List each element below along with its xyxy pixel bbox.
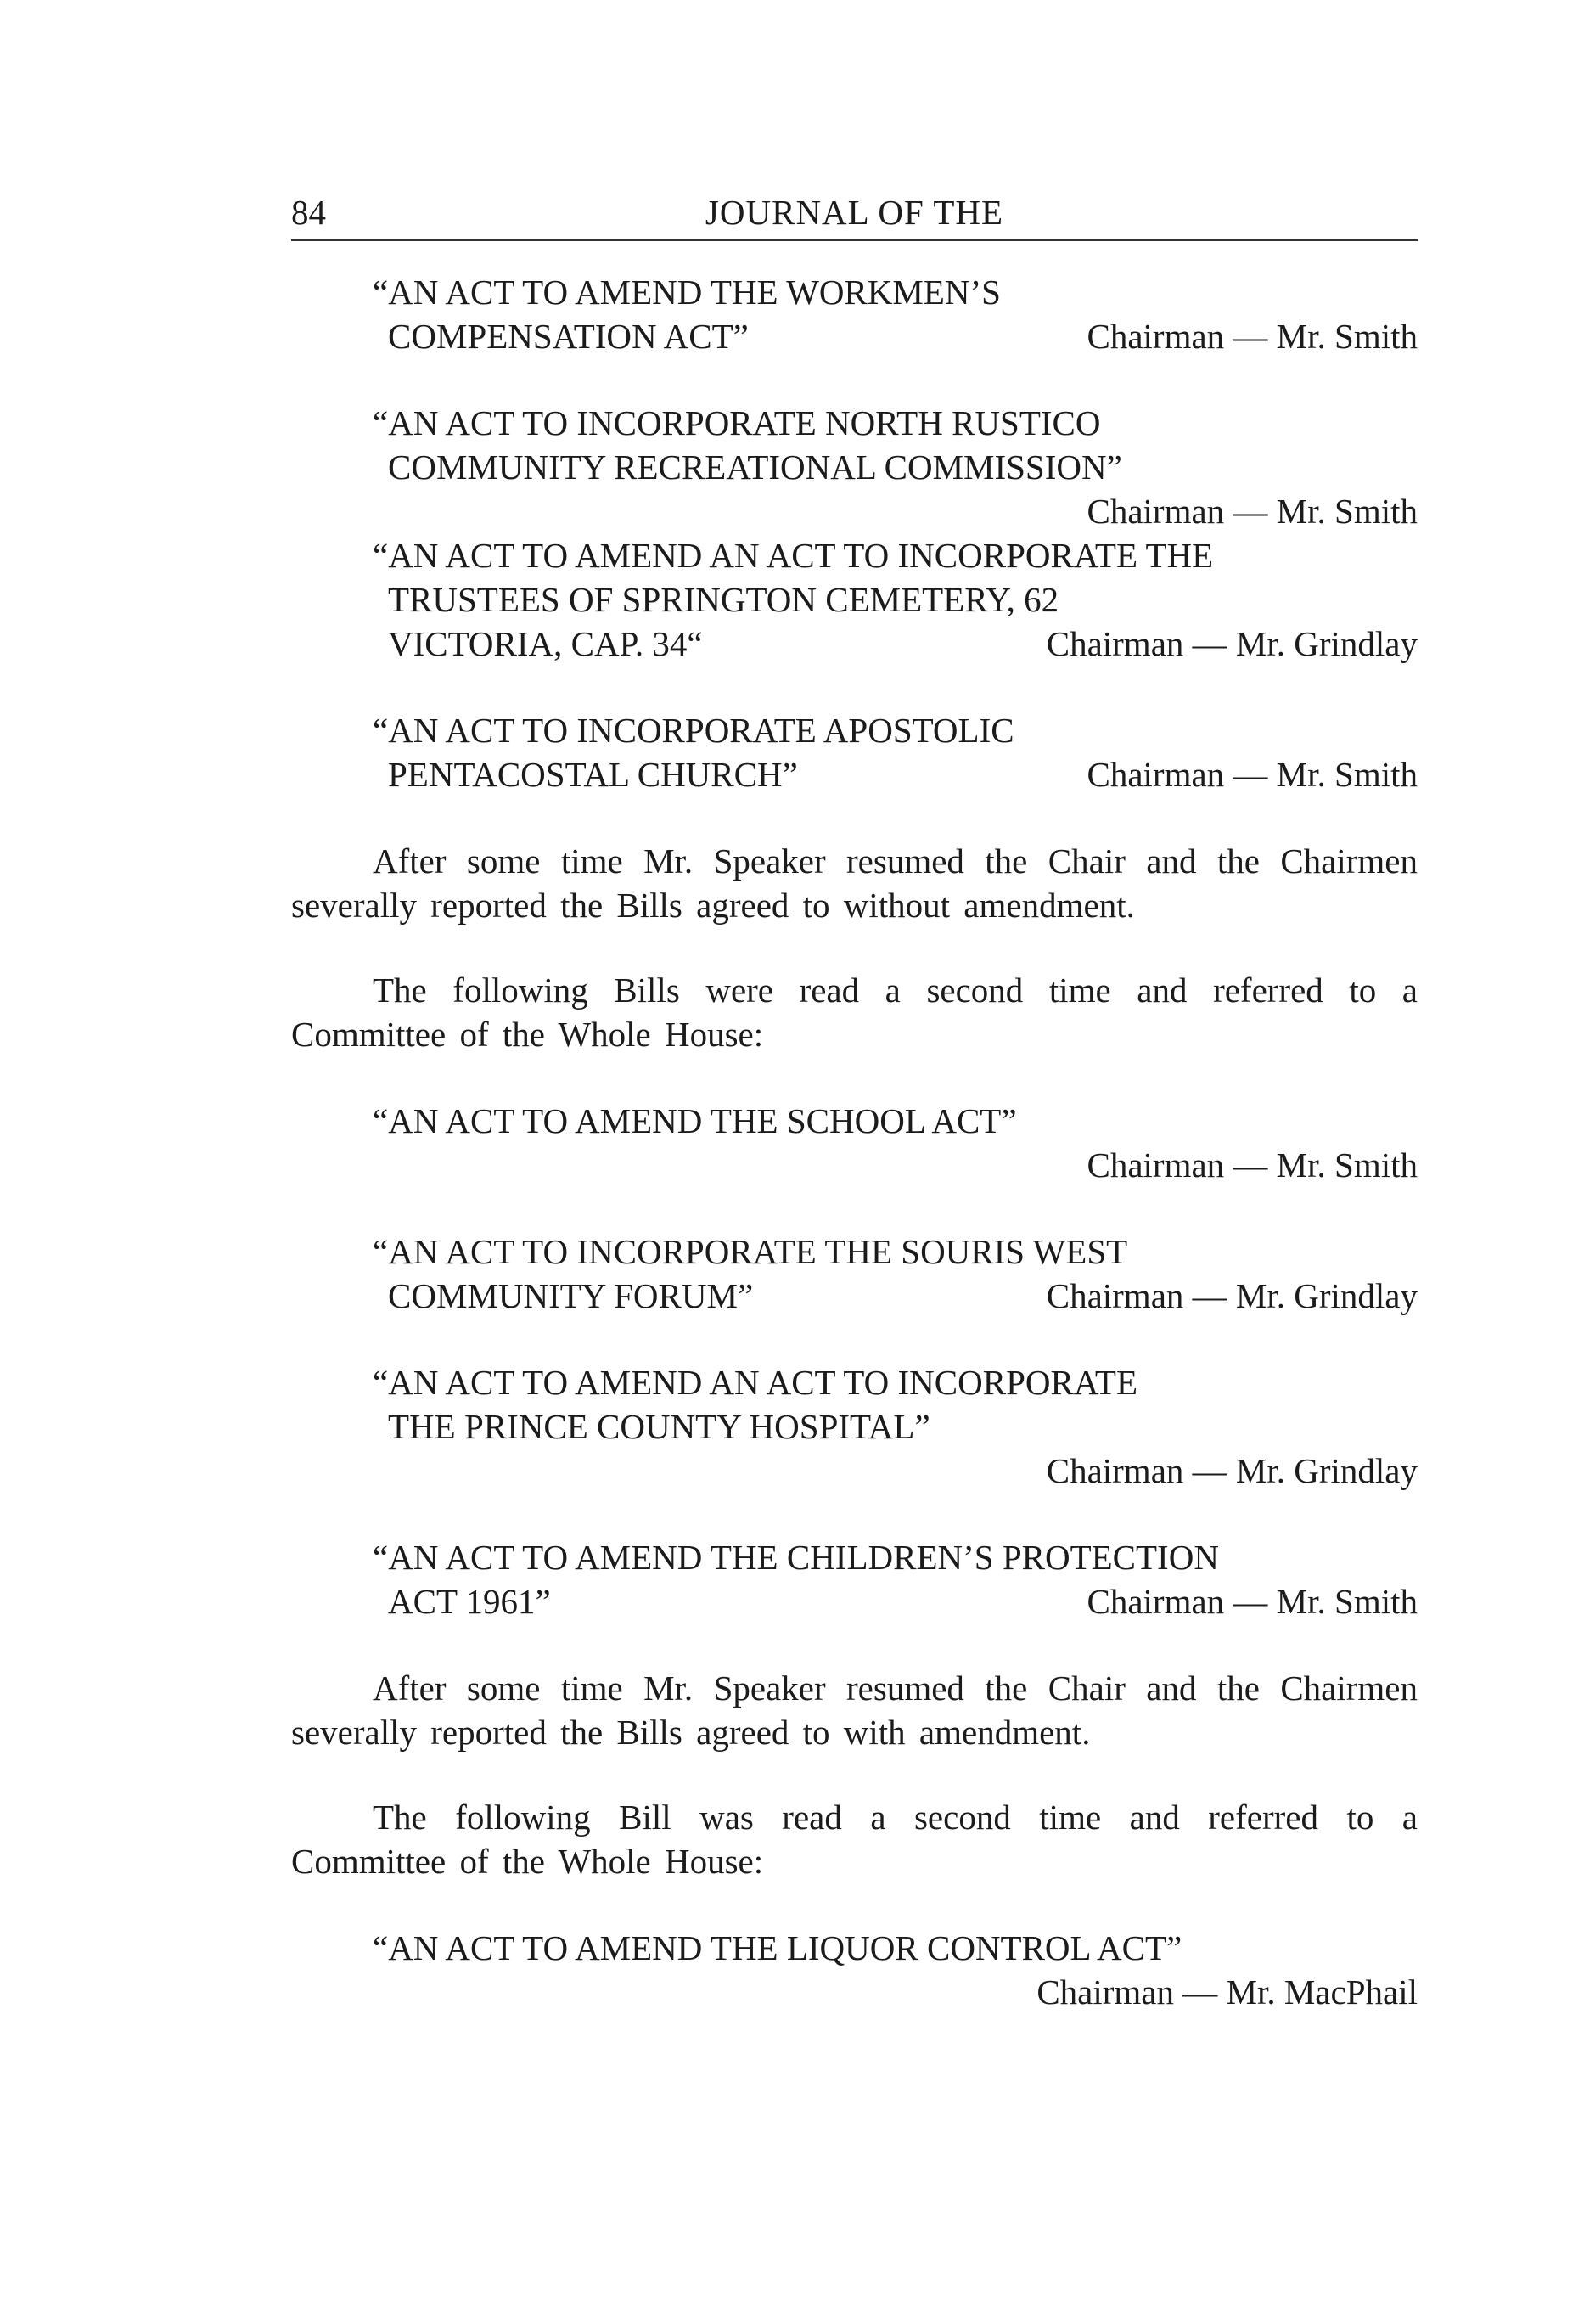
bill-title-line: “AN ACT TO AMEND THE LIQUOR CONTROL ACT” — [373, 1928, 1182, 1967]
bill-title-line-2: TRUSTEES OF SPRINGTON CEMETERY, 62 — [388, 580, 1059, 619]
bill-title-text: PENTACOSTAL CHURCH” — [388, 755, 798, 794]
bill-chairman: Chairman — Mr. Grindlay — [1046, 624, 1418, 663]
bill-title-line: “AN ACT TO INCORPORATE NORTH RUSTICO — [373, 403, 1101, 442]
bill-title-line-2: COMMUNITY RECREATIONAL COMMISSION” — [388, 447, 1122, 487]
bill-title-text: COMPENSATION ACT” — [388, 317, 749, 356]
bill-chairman: Chairman — Mr. Smith — [1087, 755, 1418, 794]
bill-title-line-2 — [373, 1579, 1418, 1623]
page-content — [291, 270, 1418, 2014]
bill-title-line: “AN ACT TO AMEND THE CHILDREN’S PROTECTION — [373, 1538, 1219, 1577]
bill-chairman: Chairman — Mr. Smith — [1087, 492, 1418, 531]
running-title: JOURNAL OF THE — [705, 193, 1004, 232]
bill-entry-souris-west — [373, 1230, 1418, 1318]
bill-title-line-3 — [373, 622, 1418, 666]
bill-title-line-2: THE PRINCE COUNTY HOSPITAL” — [388, 1407, 930, 1446]
bill-title-text: COMMUNITY FORUM” — [388, 1276, 754, 1315]
bill-chairman: Chairman — Mr. Smith — [1087, 1582, 1418, 1621]
paragraph-second-reading-single: The following Bill was read a second time and referred to a Committee of the Whole House: — [291, 1798, 1418, 1881]
bill-chairman: Chairman — Mr. MacPhail — [1036, 1972, 1418, 2012]
bill-entry-childrens-protection — [373, 1535, 1418, 1623]
bill-chairman: Chairman — Mr. Smith — [1087, 1145, 1418, 1185]
bill-title-text: VICTORIA, CAP. 34“ — [388, 624, 703, 663]
bill-entry-north-rustico — [373, 401, 1418, 533]
bill-title-line: “AN ACT TO AMEND THE WORKMEN’S — [373, 273, 1001, 312]
bill-chairman: Chairman — Mr. Smith — [1087, 317, 1418, 356]
bill-title-line: “AN ACT TO AMEND AN ACT TO INCORPORATE — [373, 1363, 1137, 1402]
paragraph-second-reading: The following Bills were read a second time and referred to a Committee of the Whole House: — [291, 971, 1418, 1054]
bill-title-line: “AN ACT TO INCORPORATE THE SOURIS WEST — [373, 1232, 1128, 1271]
bill-entry-springton-cemetery — [373, 533, 1418, 666]
header-rule — [291, 239, 1418, 241]
bill-entry-liquor-control — [373, 1926, 1418, 2014]
page-header — [291, 189, 1418, 236]
bill-entry-workmens-compensation — [373, 270, 1418, 358]
bill-chairman: Chairman — Mr. Grindlay — [1046, 1451, 1418, 1490]
bill-title-line: “AN ACT TO INCORPORATE APOSTOLIC — [373, 711, 1014, 750]
bill-title-line: “AN ACT TO AMEND THE SCHOOL ACT” — [373, 1101, 1017, 1140]
bill-entry-prince-county-hospital — [373, 1360, 1418, 1493]
bill-entry-apostolic-church — [373, 708, 1418, 796]
paragraph-report-without-amendment: After some time Mr. Speaker resumed the Chair and the Chairmen severally reported the Bills agreed to without amendment. — [291, 841, 1418, 925]
bill-entry-school-act — [373, 1099, 1418, 1187]
bill-title-line: “AN ACT TO AMEND AN ACT TO INCORPORATE THE — [373, 536, 1214, 575]
bill-title-line-2 — [373, 1274, 1418, 1318]
bill-title-line-2 — [373, 314, 1418, 358]
page-number: 84 — [291, 193, 326, 232]
bill-title-text: ACT 1961” — [388, 1582, 551, 1621]
bill-chairman: Chairman — Mr. Grindlay — [1046, 1276, 1418, 1315]
bill-title-line-2 — [373, 752, 1418, 796]
paragraph-report-with-amendment: After some time Mr. Speaker resumed the Chair and the Chairmen severally reported the Bills agreed to with amendment. — [291, 1668, 1418, 1752]
